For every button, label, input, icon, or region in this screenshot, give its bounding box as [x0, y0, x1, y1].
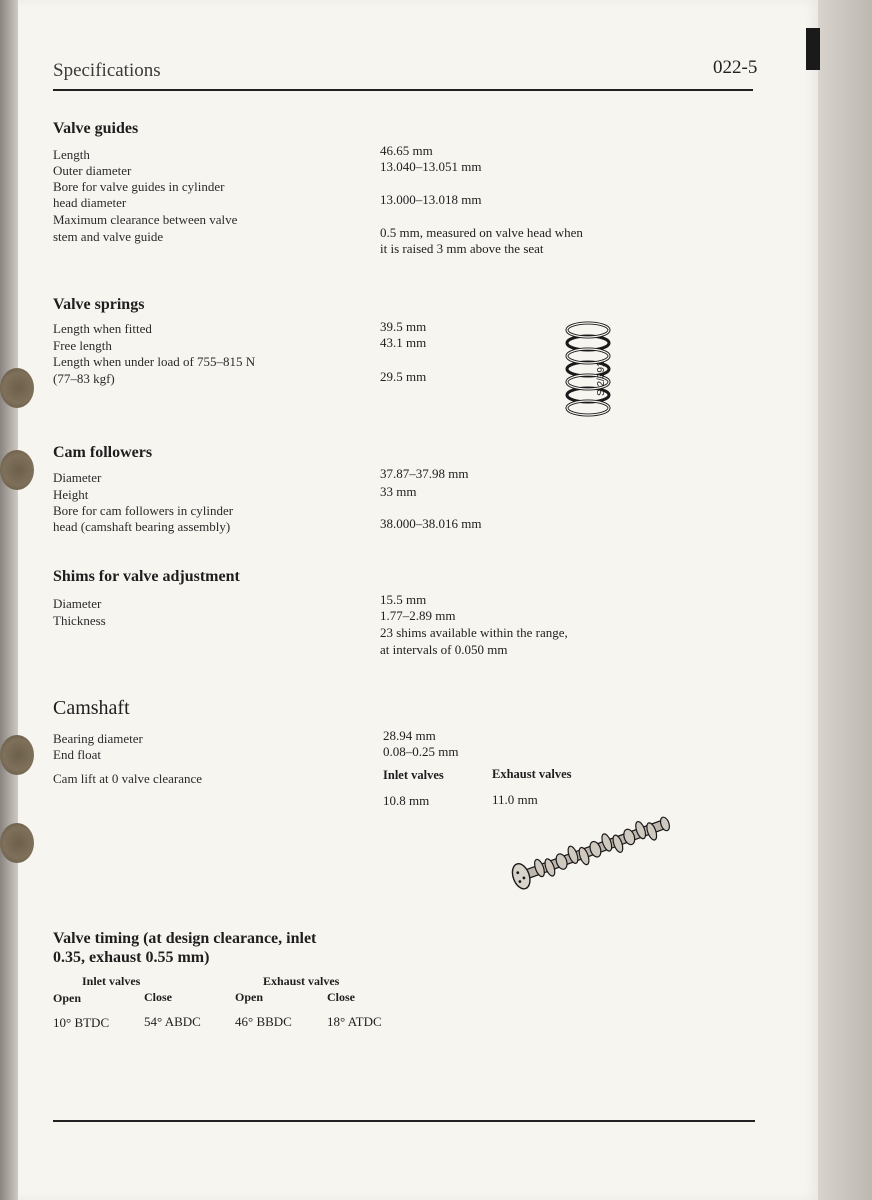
figure-reference: S 2/391: [596, 361, 607, 396]
header-rule: [53, 89, 753, 91]
section-heading-shims: Shims for valve adjustment: [53, 568, 240, 585]
spec-value: 39.5 mm: [380, 319, 427, 334]
spec-value: 37.87–37.98 mm: [380, 466, 469, 481]
spec-label: Thickness: [53, 613, 106, 628]
section-heading-cam-followers: Cam followers: [53, 444, 153, 461]
spec-value: 15.5 mm: [380, 592, 427, 607]
spec-note: at intervals of 0.050 mm: [380, 642, 508, 657]
column-header-open: Open: [235, 990, 264, 1004]
footer-rule: [53, 1120, 755, 1122]
spec-value: 1.77–2.89 mm: [380, 608, 456, 623]
spec-label: Outer diameter: [53, 163, 132, 178]
section-heading-valve-guides: Valve guides: [53, 120, 139, 137]
punch-hole: [0, 368, 34, 408]
spec-value: 46.65 mm: [380, 143, 433, 158]
spec-value: 10.8 mm: [383, 793, 430, 808]
spec-value: 33 mm: [380, 484, 417, 499]
punch-hole: [0, 450, 34, 490]
page-number: 022-5: [713, 57, 758, 78]
column-group-exhaust: Exhaust valves: [263, 974, 340, 988]
section-heading-valve-timing-line2: 0.35, exhaust 0.55 mm): [53, 949, 210, 966]
spec-value: 11.0 mm: [492, 792, 538, 807]
spec-label: (77–83 kgf): [53, 371, 115, 386]
column-header-close: Close: [327, 990, 355, 1004]
spec-label: head (camshaft bearing assembly): [53, 519, 231, 534]
column-header-close: Close: [144, 990, 172, 1004]
spec-value: 28.94 mm: [383, 728, 436, 743]
spec-value: 29.5 mm: [380, 369, 427, 384]
section-heading-camshaft: Camshaft: [53, 697, 130, 719]
column-header-open: Open: [53, 991, 82, 1005]
spec-value: 0.5 mm, measured on valve head when: [380, 225, 583, 240]
spec-value: 13.040–13.051 mm: [380, 159, 482, 174]
spec-label: Diameter: [53, 596, 102, 611]
spec-label: Free length: [53, 338, 112, 353]
running-head: Specifications: [53, 60, 161, 81]
spec-value: it is raised 3 mm above the seat: [380, 241, 544, 256]
column-header-inlet: Inlet valves: [383, 768, 444, 782]
page-right-edge: [818, 0, 872, 1200]
column-header-exhaust: Exhaust valves: [492, 767, 572, 781]
spec-label: Bore for cam followers in cylinder: [53, 503, 234, 518]
punch-hole: [0, 823, 34, 863]
spec-value: 38.000–38.016 mm: [380, 516, 482, 531]
spec-label: Diameter: [53, 470, 102, 485]
spec-value: 43.1 mm: [380, 335, 427, 350]
punch-hole: [0, 735, 34, 775]
spec-label: Cam lift at 0 valve clearance: [53, 771, 203, 786]
valve-spring-illustration: [560, 318, 620, 422]
camshaft-illustration: [505, 812, 685, 890]
spec-value: 0.08–0.25 mm: [383, 744, 459, 759]
spec-label: Length: [53, 147, 90, 162]
page-binding-edge: [0, 0, 18, 1200]
spec-label: Maximum clearance between valve: [53, 212, 238, 227]
section-tab-marker: [806, 28, 820, 70]
section-heading-valve-springs: Valve springs: [53, 296, 145, 313]
spec-label: Length when under load of 755–815 N: [53, 354, 256, 369]
timing-value: 46° BBDC: [235, 1014, 292, 1029]
spec-label: Bearing diameter: [53, 731, 143, 746]
timing-value: 10° BTDC: [53, 1015, 110, 1030]
spec-note: 23 shims available within the range,: [380, 625, 568, 640]
spec-label: Bore for valve guides in cylinder: [53, 179, 225, 194]
spec-label: stem and valve guide: [53, 229, 164, 244]
spec-label: head diameter: [53, 195, 127, 210]
column-group-inlet: Inlet valves: [82, 974, 141, 988]
section-heading-valve-timing: Valve timing (at design clearance, inlet: [53, 930, 317, 947]
spec-label: Length when fitted: [53, 321, 152, 336]
spec-label: End float: [53, 747, 102, 762]
spec-label: Height: [53, 487, 89, 502]
spec-value: 13.000–13.018 mm: [380, 192, 482, 207]
timing-value: 54° ABDC: [144, 1014, 201, 1029]
timing-value: 18° ATDC: [327, 1014, 382, 1029]
